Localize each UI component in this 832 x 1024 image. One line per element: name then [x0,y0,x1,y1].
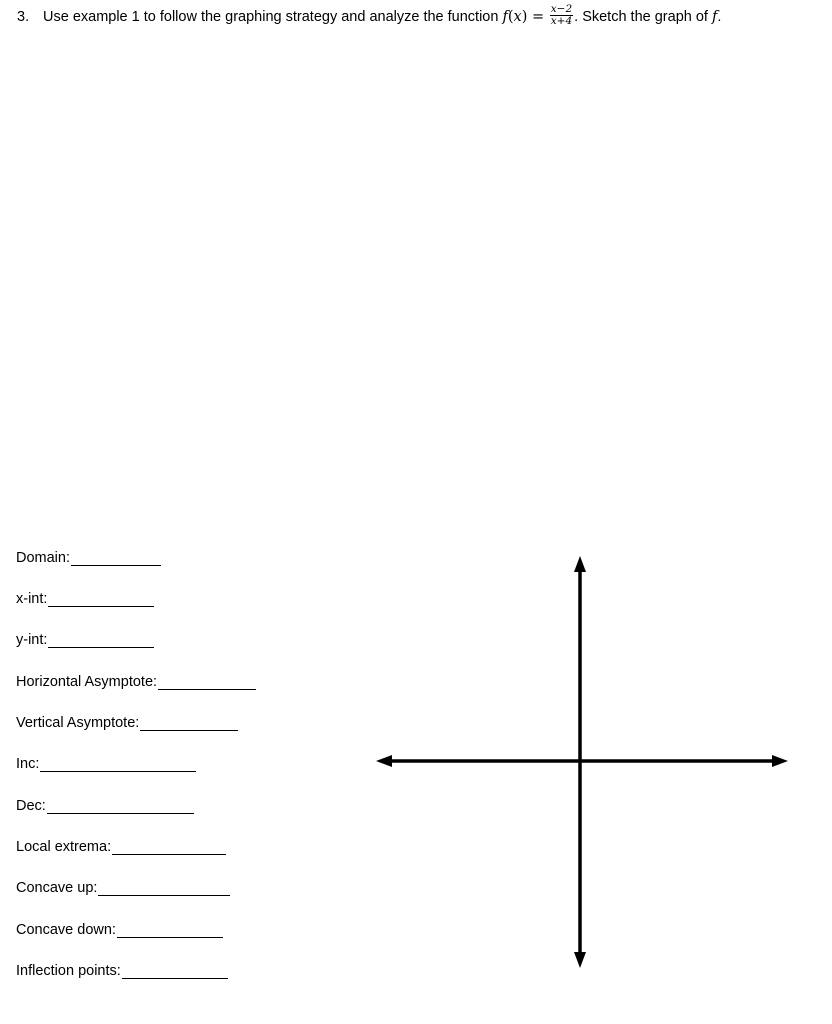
x-int-answer-blank[interactable] [48,591,154,607]
question-number: 3. [17,9,30,25]
suffix-function-name: f [711,9,718,25]
concave-up-label: Concave up: [16,880,98,896]
function-variable: x [513,9,522,25]
decreasing-answer-blank[interactable] [47,798,194,814]
domain-field [16,546,161,566]
local-extrema-answer-blank[interactable] [112,839,226,855]
x-axis-right-arrow-icon [772,755,788,767]
local-extrema-label: Local extrema: [16,839,112,855]
fraction-denominator: x+4 [550,14,573,27]
concave-up-field [16,876,230,896]
vertical-asymptote-answer-blank[interactable] [140,715,238,731]
horizontal-asymptote-answer-blank[interactable] [158,674,256,690]
function-fraction [550,4,573,27]
question-prompt [17,4,817,30]
inflection-points-field [16,959,228,979]
coordinate-axes[interactable] [370,550,794,974]
vertical-asymptote-label: Vertical Asymptote: [16,715,140,731]
x-axis [376,755,788,767]
increasing-answer-blank[interactable] [40,756,196,772]
local-extrema-field [16,835,226,855]
function-expression: f(x) = $\frac{x-2}{x+4}$ [502,2,573,27]
concave-down-answer-blank[interactable] [117,922,223,938]
decreasing-label: Dec: [16,798,46,814]
y-int-answer-blank[interactable] [48,632,154,648]
y-int-field [16,628,154,648]
horizontal-asymptote-label: Horizontal Asymptote: [16,674,158,690]
x-axis-left-arrow-icon [376,755,392,767]
question-end: . [717,9,722,25]
function-name: f [502,9,508,25]
inflection-points-label: Inflection points: [16,963,121,979]
increasing-label: Inc: [16,756,40,772]
question-text: Use example 1 to follow the graphing strategy and analyze the function [43,9,499,25]
domain-answer-blank[interactable] [71,550,161,566]
increasing-field [16,752,196,772]
inflection-points-answer-blank[interactable] [122,963,228,979]
y-int-label: y-int: [16,632,48,648]
fraction-numerator: x−2 [550,2,573,15]
decreasing-field [16,794,194,814]
y-axis-up-arrow-icon [574,556,586,572]
x-int-field [16,587,154,607]
x-int-label: x-int: [16,591,48,607]
concave-down-field [16,918,223,938]
equals-sign: = [531,9,545,25]
vertical-asymptote-field [16,711,238,731]
domain-label: Domain: [16,550,70,566]
concave-up-answer-blank[interactable] [98,880,230,896]
concave-down-label: Concave down: [16,922,116,938]
horizontal-asymptote-field [16,670,256,690]
question-suffix: . Sketch the graph of [574,9,708,25]
y-axis-down-arrow-icon [574,952,586,968]
